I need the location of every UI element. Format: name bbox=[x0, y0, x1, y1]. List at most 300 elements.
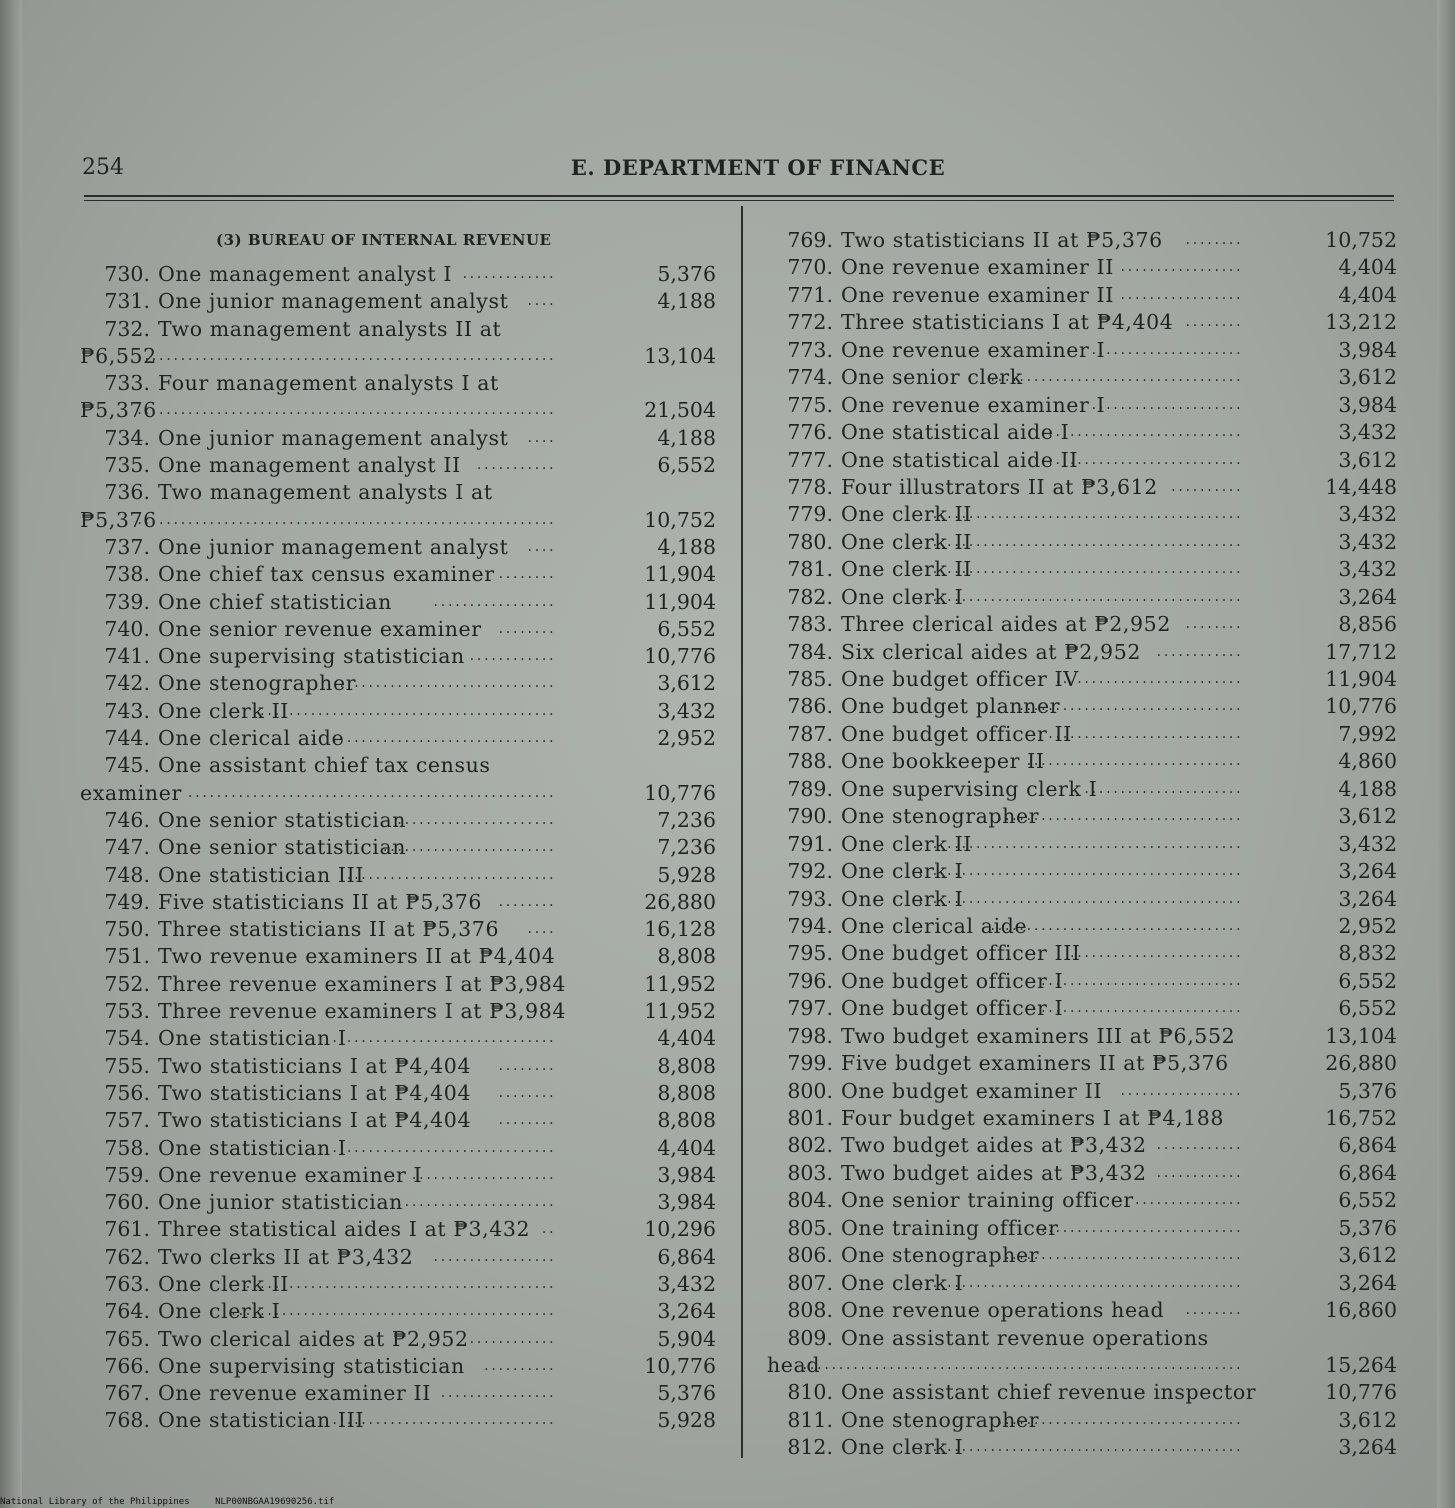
line-item bbox=[80, 370, 720, 397]
dot-leader: .... bbox=[526, 430, 555, 445]
item-number: 764. bbox=[104, 1299, 150, 1324]
item-description: Two budget examiners III at ₱6,552 bbox=[841, 1023, 1236, 1048]
item-amount: 5,928 bbox=[657, 862, 716, 887]
item-number: 749. bbox=[104, 889, 150, 914]
item-description: ₱5,376 bbox=[80, 398, 157, 423]
line-item bbox=[80, 862, 720, 889]
item-amount: 3,612 bbox=[1338, 365, 1397, 390]
item-amount: 10,752 bbox=[644, 507, 716, 532]
item-amount: 3,264 bbox=[1338, 859, 1397, 884]
item-number: 790. bbox=[787, 804, 833, 829]
item-number: 730. bbox=[104, 262, 150, 286]
item-number: 766. bbox=[104, 1353, 150, 1378]
line-item bbox=[80, 780, 720, 807]
item-number: 761. bbox=[104, 1217, 150, 1242]
item-description: Three statisticians I at ₱4,404 bbox=[841, 310, 1174, 335]
item-number: 793. bbox=[787, 886, 833, 911]
dot-leader: ............................................. bbox=[916, 1275, 1242, 1290]
item-amount: 4,404 bbox=[1338, 282, 1397, 307]
item-amount: 3,612 bbox=[1338, 447, 1397, 472]
item-amount: 8,856 bbox=[1338, 612, 1397, 637]
line-item bbox=[767, 1023, 1397, 1050]
item-amount: 8,808 bbox=[657, 1080, 716, 1105]
item-amount: 14,448 bbox=[1325, 474, 1397, 499]
item-number: 794. bbox=[787, 913, 833, 938]
item-description: One junior management analyst bbox=[158, 289, 509, 314]
item-amount: 3,432 bbox=[657, 698, 716, 723]
line-item bbox=[80, 834, 720, 861]
item-amount: 11,904 bbox=[644, 562, 716, 587]
dot-leader: ................................... bbox=[989, 918, 1242, 933]
item-description: One budget examiner II bbox=[841, 1078, 1103, 1103]
line-item bbox=[80, 971, 720, 998]
item-description: One senior revenue examiner bbox=[158, 616, 482, 641]
line-item bbox=[767, 666, 1397, 693]
dot-leader: ......................................... bbox=[258, 703, 555, 718]
item-description: One budget planner bbox=[841, 694, 1061, 719]
item-number: 770. bbox=[787, 255, 833, 280]
item-number: 745. bbox=[104, 753, 150, 778]
line-item bbox=[80, 589, 720, 616]
line-item bbox=[767, 693, 1397, 720]
dot-leader: ........ bbox=[497, 567, 555, 582]
dot-leader: ........................... bbox=[1046, 452, 1242, 467]
dot-leader: ........ bbox=[1184, 1303, 1242, 1318]
dot-leader: ................. bbox=[432, 1249, 555, 1264]
dot-leader: ........ bbox=[497, 1085, 555, 1100]
item-amount: 10,776 bbox=[644, 780, 716, 805]
item-amount: 6,552 bbox=[657, 453, 716, 478]
item-amount: 5,904 bbox=[657, 1326, 716, 1351]
item-number: 783. bbox=[787, 612, 833, 637]
line-item bbox=[80, 643, 720, 670]
item-number: 803. bbox=[787, 1160, 833, 1185]
item-description: One training officer bbox=[841, 1215, 1059, 1240]
item-amount: 10,776 bbox=[644, 644, 716, 669]
item-number: 798. bbox=[787, 1023, 833, 1048]
line-item bbox=[80, 261, 720, 288]
item-number: 791. bbox=[787, 831, 833, 856]
line-item bbox=[767, 584, 1397, 611]
line-item bbox=[767, 1160, 1397, 1187]
line-item bbox=[80, 1053, 720, 1080]
item-number: 802. bbox=[787, 1133, 833, 1158]
line-item bbox=[80, 1353, 720, 1380]
item-number: 740. bbox=[104, 616, 150, 641]
item-amount: 3,984 bbox=[1338, 337, 1397, 362]
item-amount: 10,776 bbox=[644, 1353, 716, 1378]
item-number: 738. bbox=[104, 562, 150, 587]
item-number: 778. bbox=[787, 474, 833, 499]
dot-leader: ........................................... bbox=[244, 1276, 555, 1291]
item-description: Four illustrators II at ₱3,612 bbox=[841, 474, 1158, 499]
line-item bbox=[80, 1025, 720, 1052]
item-number: 809. bbox=[787, 1325, 833, 1350]
dot-leader: ..................... bbox=[1090, 397, 1242, 412]
item-number: 808. bbox=[787, 1298, 833, 1323]
dot-leader: .......................................................... bbox=[135, 348, 555, 363]
item-description: One chief tax census examiner bbox=[158, 562, 495, 587]
dot-leader: ........ bbox=[497, 621, 555, 636]
item-number: 800. bbox=[787, 1078, 833, 1103]
item-number: 811. bbox=[787, 1407, 833, 1432]
item-number: 752. bbox=[104, 971, 150, 996]
item-description: One clerk I bbox=[841, 859, 964, 884]
item-number: 742. bbox=[104, 671, 150, 696]
line-item bbox=[767, 1379, 1397, 1406]
item-description: One statistical aide II bbox=[841, 447, 1079, 472]
item-description: One stenographer bbox=[841, 804, 1040, 829]
item-amount: 3,264 bbox=[1338, 584, 1397, 609]
item-amount: 3,612 bbox=[1338, 1407, 1397, 1432]
item-description: One clerical aide bbox=[841, 913, 1028, 938]
item-amount: 11,904 bbox=[1325, 667, 1397, 691]
item-description: Three revenue examiners I at ₱3,984 bbox=[158, 971, 566, 996]
item-description: One revenue examiner I bbox=[158, 1162, 423, 1187]
item-amount: 8,808 bbox=[657, 944, 716, 969]
item-description: Six clerical aides at ₱2,952 bbox=[841, 639, 1141, 664]
item-number: 746. bbox=[104, 807, 150, 832]
dot-leader: ................. bbox=[1119, 287, 1242, 302]
item-number: 744. bbox=[104, 726, 150, 751]
item-amount: 3,264 bbox=[657, 1299, 716, 1324]
dot-leader: .......................................................... bbox=[135, 403, 555, 418]
line-item bbox=[767, 392, 1397, 419]
item-description: One statistician I bbox=[158, 1135, 347, 1160]
item-number: 788. bbox=[787, 749, 833, 774]
line-item bbox=[80, 316, 720, 343]
item-amount: 3,264 bbox=[1338, 886, 1397, 911]
item-number: 756. bbox=[104, 1080, 150, 1105]
item-description: Three revenue examiners I at ₱3,984 bbox=[158, 999, 566, 1024]
line-item bbox=[80, 1135, 720, 1162]
item-amount: 4,188 bbox=[657, 534, 716, 559]
line-item bbox=[767, 913, 1397, 940]
dot-leader: ........ bbox=[1184, 233, 1242, 247]
footer-library: National Library of the Philippines bbox=[0, 1497, 190, 1507]
item-number: 760. bbox=[104, 1190, 150, 1215]
item-amount: 5,376 bbox=[1338, 1215, 1397, 1240]
dot-leader: .................... bbox=[410, 1167, 555, 1182]
dot-leader: .. bbox=[540, 1222, 555, 1237]
line-item bbox=[767, 858, 1397, 885]
line-item bbox=[80, 1107, 720, 1134]
line-item bbox=[767, 721, 1397, 748]
line-item bbox=[80, 916, 720, 943]
item-number: 771. bbox=[787, 282, 833, 307]
dot-leader: ............................ bbox=[1039, 1001, 1242, 1016]
item-description: Two statisticians I at ₱4,404 bbox=[158, 1108, 472, 1133]
item-description: Two statisticians I at ₱4,404 bbox=[158, 1080, 472, 1105]
line-item bbox=[80, 534, 720, 561]
item-number: 772. bbox=[787, 310, 833, 335]
item-amount: 16,752 bbox=[1325, 1106, 1397, 1130]
item-description: One junior management analyst bbox=[158, 425, 509, 450]
line-item bbox=[767, 364, 1397, 391]
dot-leader: ........ bbox=[497, 1113, 555, 1128]
item-number: 776. bbox=[787, 420, 833, 445]
dot-leader: .......................................................... bbox=[135, 512, 555, 527]
line-item bbox=[767, 1132, 1397, 1159]
line-item bbox=[767, 803, 1397, 830]
item-description: One clerk I bbox=[841, 1435, 964, 1460]
line-item bbox=[767, 309, 1397, 336]
item-description: One revenue examiner II bbox=[158, 1381, 431, 1406]
dot-leader: ........................ bbox=[381, 840, 555, 855]
item-description: One clerk II bbox=[841, 529, 972, 554]
section-title: (3) BUREAU OF INTERNAL REVENUE bbox=[216, 231, 552, 249]
item-amount: 26,880 bbox=[644, 889, 716, 914]
line-item bbox=[767, 1325, 1397, 1352]
dot-leader: ..................... bbox=[1090, 342, 1242, 357]
dot-leader: ............................. bbox=[345, 867, 555, 882]
line-item bbox=[767, 831, 1397, 858]
item-number: 805. bbox=[787, 1215, 833, 1240]
dot-leader: .................................. bbox=[309, 731, 555, 746]
line-item bbox=[767, 1050, 1397, 1077]
item-description: Two statisticians II at ₱5,376 bbox=[841, 228, 1163, 252]
item-number: 781. bbox=[787, 557, 833, 582]
item-description: One statistician III bbox=[158, 1408, 365, 1433]
item-number: 774. bbox=[787, 365, 833, 390]
line-item bbox=[80, 1216, 720, 1243]
item-amount: 6,552 bbox=[1338, 1188, 1397, 1213]
item-number: 773. bbox=[787, 337, 833, 362]
line-item bbox=[80, 807, 720, 834]
dot-leader: ........... bbox=[475, 458, 555, 473]
item-description: Two budget aides at ₱3,432 bbox=[841, 1133, 1147, 1158]
line-item bbox=[767, 886, 1397, 913]
item-number: 743. bbox=[104, 698, 150, 723]
line-item bbox=[80, 998, 720, 1025]
line-item bbox=[767, 1105, 1397, 1132]
line-item bbox=[767, 474, 1397, 501]
item-amount: 3,432 bbox=[1338, 502, 1397, 527]
item-description: One budget officer IV bbox=[841, 667, 1079, 691]
dot-leader: ............................................. bbox=[229, 1304, 555, 1319]
item-amount: 6,864 bbox=[1338, 1160, 1397, 1185]
item-description: One senior statistician bbox=[158, 835, 407, 860]
item-number: 753. bbox=[104, 999, 150, 1024]
item-amount: 4,404 bbox=[657, 1026, 716, 1051]
item-number: 735. bbox=[104, 453, 150, 478]
item-number: 806. bbox=[787, 1243, 833, 1268]
item-amount: 5,376 bbox=[657, 1381, 716, 1406]
dot-leader: .......................... bbox=[1054, 672, 1242, 686]
item-amount: 4,404 bbox=[657, 1135, 716, 1160]
dot-leader: ........................................... bbox=[931, 836, 1242, 851]
item-amount: 6,552 bbox=[1338, 996, 1397, 1021]
dot-leader: ................. bbox=[1119, 1083, 1242, 1098]
item-amount: 3,612 bbox=[657, 671, 716, 696]
item-description: Two management analysts I at bbox=[158, 480, 493, 505]
item-number: 736. bbox=[104, 480, 150, 505]
item-amount: 13,212 bbox=[1325, 310, 1397, 335]
item-number: 780. bbox=[787, 529, 833, 554]
line-item bbox=[80, 1244, 720, 1271]
item-amount: 7,236 bbox=[657, 807, 716, 832]
dot-leader: .............................. bbox=[338, 676, 555, 691]
item-description: head bbox=[767, 1352, 821, 1377]
item-number: 784. bbox=[787, 639, 833, 664]
item-number: 747. bbox=[104, 835, 150, 860]
item-number: 804. bbox=[787, 1188, 833, 1213]
item-amount: 15,264 bbox=[1325, 1352, 1397, 1377]
item-amount: 3,432 bbox=[1338, 557, 1397, 582]
line-item bbox=[767, 419, 1397, 446]
item-amount: 13,104 bbox=[644, 343, 716, 368]
dot-leader: .................................. bbox=[996, 1412, 1242, 1427]
item-amount: 10,752 bbox=[1325, 228, 1397, 252]
item-description: One senior statistician bbox=[158, 807, 407, 832]
item-number: 759. bbox=[104, 1162, 150, 1187]
item-description: One clerk II bbox=[841, 557, 972, 582]
item-amount: 11,952 bbox=[644, 999, 716, 1024]
line-item bbox=[80, 725, 720, 752]
dot-leader: ...................... bbox=[1083, 781, 1242, 796]
dot-leader: ............. bbox=[461, 267, 555, 281]
item-description: One budget officer I bbox=[841, 968, 1064, 993]
item-amount: 3,432 bbox=[1338, 831, 1397, 856]
line-item bbox=[767, 776, 1397, 803]
item-amount: 6,864 bbox=[1338, 1133, 1397, 1158]
item-amount: 5,376 bbox=[1338, 1078, 1397, 1103]
item-amount: 6,864 bbox=[657, 1244, 716, 1269]
dot-leader: ................................... bbox=[989, 370, 1242, 385]
item-amount: 3,432 bbox=[1338, 420, 1397, 445]
dot-leader: ................................................... bbox=[186, 785, 555, 800]
line-item bbox=[767, 611, 1397, 638]
item-amount: 8,832 bbox=[1338, 941, 1397, 966]
scan-edge-right bbox=[1437, 0, 1455, 1508]
item-amount: 3,984 bbox=[657, 1162, 716, 1187]
dot-leader: ............................ bbox=[1039, 973, 1242, 988]
line-item bbox=[767, 968, 1397, 995]
item-description: Two management analysts II at bbox=[158, 316, 502, 341]
item-amount: 8,808 bbox=[657, 1108, 716, 1133]
line-item bbox=[767, 1078, 1397, 1105]
dot-leader: ........ bbox=[497, 894, 555, 909]
item-description: Two statisticians I at ₱4,404 bbox=[158, 1053, 472, 1078]
item-description: One clerk I bbox=[158, 1299, 281, 1324]
item-description: Three statistical aides I at ₱3,432 bbox=[158, 1217, 531, 1242]
line-item bbox=[80, 698, 720, 725]
item-description: One clerk I bbox=[841, 584, 964, 609]
item-number: 748. bbox=[104, 862, 150, 887]
scan-footer bbox=[0, 1497, 354, 1507]
line-item bbox=[80, 752, 720, 779]
item-number: 796. bbox=[787, 968, 833, 993]
item-number: 732. bbox=[104, 316, 150, 341]
line-item bbox=[80, 507, 720, 534]
item-amount: 4,188 bbox=[1338, 776, 1397, 801]
dot-leader: ........................... bbox=[1046, 726, 1242, 741]
item-number: 792. bbox=[787, 859, 833, 884]
item-description: One junior management analyst bbox=[158, 534, 509, 559]
dot-leader: ............................ bbox=[1039, 1220, 1242, 1235]
item-description: One assistant chief revenue inspector bbox=[841, 1380, 1257, 1405]
item-description: One management analyst I bbox=[158, 262, 453, 286]
line-item bbox=[80, 288, 720, 315]
item-description: One supervising statistician bbox=[158, 1353, 465, 1378]
right-column bbox=[767, 227, 1397, 1462]
line-item bbox=[80, 889, 720, 916]
item-amount: 3,612 bbox=[1338, 1243, 1397, 1268]
line-item bbox=[767, 1242, 1397, 1269]
scan-edge-left bbox=[0, 0, 22, 1508]
item-description: One senior training officer bbox=[841, 1188, 1134, 1213]
line-item bbox=[80, 397, 720, 424]
item-description: One clerk I bbox=[841, 1270, 964, 1295]
item-number: 751. bbox=[104, 944, 150, 969]
item-amount: 11,952 bbox=[644, 971, 716, 996]
item-number: 795. bbox=[787, 941, 833, 966]
dot-leader: ............................................. bbox=[916, 891, 1242, 906]
line-item bbox=[80, 1271, 720, 1298]
item-number: 758. bbox=[104, 1135, 150, 1160]
item-description: One revenue examiner II bbox=[841, 255, 1114, 280]
dot-leader: ............................................. bbox=[916, 864, 1242, 879]
item-number: 777. bbox=[787, 447, 833, 472]
footer-file: NLP00NBGAA19690256.tif bbox=[215, 1497, 335, 1507]
item-description: Two budget aides at ₱3,432 bbox=[841, 1160, 1147, 1185]
item-description: One revenue examiner II bbox=[841, 282, 1114, 307]
dot-leader: ............ bbox=[468, 1331, 555, 1346]
line-item bbox=[80, 479, 720, 506]
dot-leader: ............................................ bbox=[924, 507, 1242, 522]
item-amount: 3,432 bbox=[1338, 529, 1397, 554]
item-amount: 2,952 bbox=[657, 726, 716, 751]
item-amount: 7,992 bbox=[1338, 721, 1397, 746]
item-description: One assistant revenue operations bbox=[841, 1325, 1209, 1350]
dot-leader: ........ bbox=[1184, 617, 1242, 632]
item-description: Two clerical aides at ₱2,952 bbox=[158, 1326, 469, 1351]
dot-leader: .... bbox=[526, 294, 555, 309]
line-item bbox=[767, 1407, 1397, 1434]
item-amount: 3,984 bbox=[657, 1190, 716, 1215]
item-number: 754. bbox=[104, 1026, 150, 1051]
item-number: 775. bbox=[787, 392, 833, 417]
page-title: E. DEPARTMENT OF FINANCE bbox=[570, 155, 946, 180]
item-number: 734. bbox=[104, 425, 150, 450]
item-amount: 17,712 bbox=[1325, 639, 1397, 664]
item-description: One clerk II bbox=[841, 502, 972, 527]
line-item bbox=[767, 995, 1397, 1022]
item-number: 737. bbox=[104, 534, 150, 559]
item-description: One statistical aide I bbox=[841, 420, 1070, 445]
line-item bbox=[80, 1407, 720, 1434]
item-description: One clerk I bbox=[841, 886, 964, 911]
dot-leader: ............ bbox=[1155, 1138, 1242, 1153]
page-header bbox=[82, 155, 1394, 187]
dot-leader: .... bbox=[526, 539, 555, 554]
item-description: One revenue examiner I bbox=[841, 392, 1106, 417]
item-amount: 4,188 bbox=[657, 289, 716, 314]
item-amount: 10,776 bbox=[1325, 694, 1397, 719]
item-number: 731. bbox=[104, 289, 150, 314]
item-amount: 7,236 bbox=[657, 835, 716, 860]
dot-leader: .......... bbox=[1169, 479, 1242, 494]
item-number: 739. bbox=[104, 589, 150, 614]
line-item bbox=[767, 1297, 1397, 1324]
item-description: One clerk II bbox=[158, 698, 289, 723]
dot-leader: ........................ bbox=[1068, 946, 1242, 961]
dot-leader: ............ bbox=[1155, 644, 1242, 659]
header-rule-thin bbox=[84, 200, 1394, 201]
dot-leader: ............................... bbox=[331, 1413, 555, 1428]
dot-leader: ............................................................. bbox=[801, 1357, 1242, 1372]
item-amount: 11,904 bbox=[644, 589, 716, 614]
